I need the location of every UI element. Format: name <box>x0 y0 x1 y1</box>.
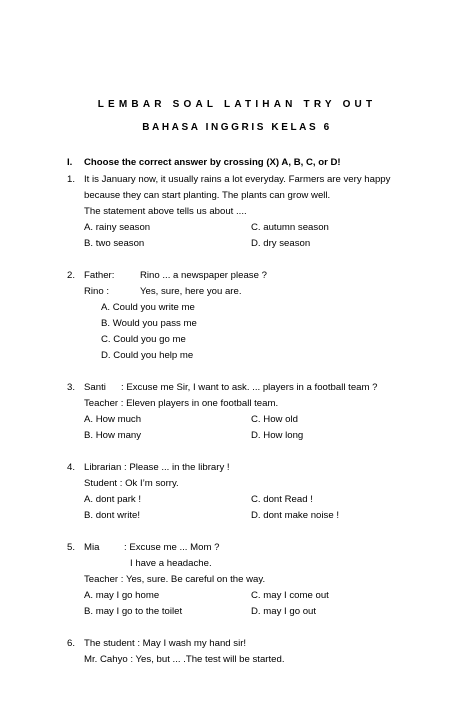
dialogue-line: Librarian : Please ... in the library ! <box>84 462 230 473</box>
worksheet-title: LEMBAR SOAL LATIHAN TRY OUT <box>97 99 377 110</box>
answer-option: D. dry season <box>251 238 311 249</box>
answer-option: D. Could you help me <box>101 350 194 361</box>
dialogue-speaker: Father: <box>84 270 115 281</box>
section-number: I. <box>67 157 73 168</box>
question-number: 3. <box>67 382 76 393</box>
answer-option: C. How old <box>251 414 298 425</box>
answer-option: D. may I go out <box>251 606 317 617</box>
dialogue-line: Teacher : Yes, sure. Be careful on the way. <box>84 574 266 585</box>
dialogue-line: Teacher : Eleven players in one football team. <box>84 398 279 409</box>
dialogue-line: Rino ... a newspaper please ? <box>140 270 267 281</box>
dialogue-speaker: Rino : <box>84 286 110 297</box>
answer-option: C. autumn season <box>251 222 329 233</box>
question-number: 6. <box>67 638 76 649</box>
answer-option: C. dont Read ! <box>251 494 313 505</box>
answer-option: D. dont make noise ! <box>251 510 339 521</box>
question-number: 4. <box>67 462 76 473</box>
dialogue-line: Mr. Cahyo : Yes, but ... .The test will be started. <box>84 654 285 665</box>
answer-option: A. rainy season <box>84 222 151 233</box>
question-text: The statement above tells us about .... <box>84 206 247 217</box>
answer-option: C. may I come out <box>251 590 329 601</box>
worksheet-subtitle: BAHASA INGGRIS KELAS 6 <box>142 122 332 133</box>
answer-option: D. How long <box>251 430 304 441</box>
dialogue-line: : Excuse me ... Mom ? <box>124 542 220 553</box>
answer-option: C. Could you go me <box>101 334 186 345</box>
question-text: because they can start planting. The plants can grow well. <box>84 190 331 201</box>
question-number: 2. <box>67 270 76 281</box>
dialogue-speaker: Mia <box>84 542 100 553</box>
answer-option: A. dont park ! <box>84 494 142 505</box>
answer-option: B. How many <box>84 430 142 441</box>
dialogue-line: The student : May I wash my hand sir! <box>84 638 247 649</box>
section-instruction: Choose the correct answer by crossing (X) A, B, C, or D! <box>84 157 341 168</box>
dialogue-line: : Excuse me Sir, I want to ask. ... players in a football team ? <box>121 382 378 393</box>
answer-option: B. may I go to the toilet <box>84 606 183 617</box>
question-number: 5. <box>67 542 76 553</box>
answer-option: A. Could you write me <box>101 302 195 313</box>
answer-option: B. Would you pass me <box>101 318 197 329</box>
answer-option: B. dont write! <box>84 510 140 521</box>
dialogue-speaker: Santi <box>84 382 106 393</box>
answer-option: A. may I go home <box>84 590 160 601</box>
question-number: 1. <box>67 174 76 185</box>
dialogue-line: I have a headache. <box>130 558 212 569</box>
answer-option: A. How much <box>84 414 142 425</box>
dialogue-line: Yes, sure, here you are. <box>140 286 242 297</box>
dialogue-line: Student : Ok I’m sorry. <box>84 478 179 489</box>
question-text: It is January now, it usually rains a lot everyday. Farmers are very happy <box>84 174 391 185</box>
answer-option: B. two season <box>84 238 145 249</box>
